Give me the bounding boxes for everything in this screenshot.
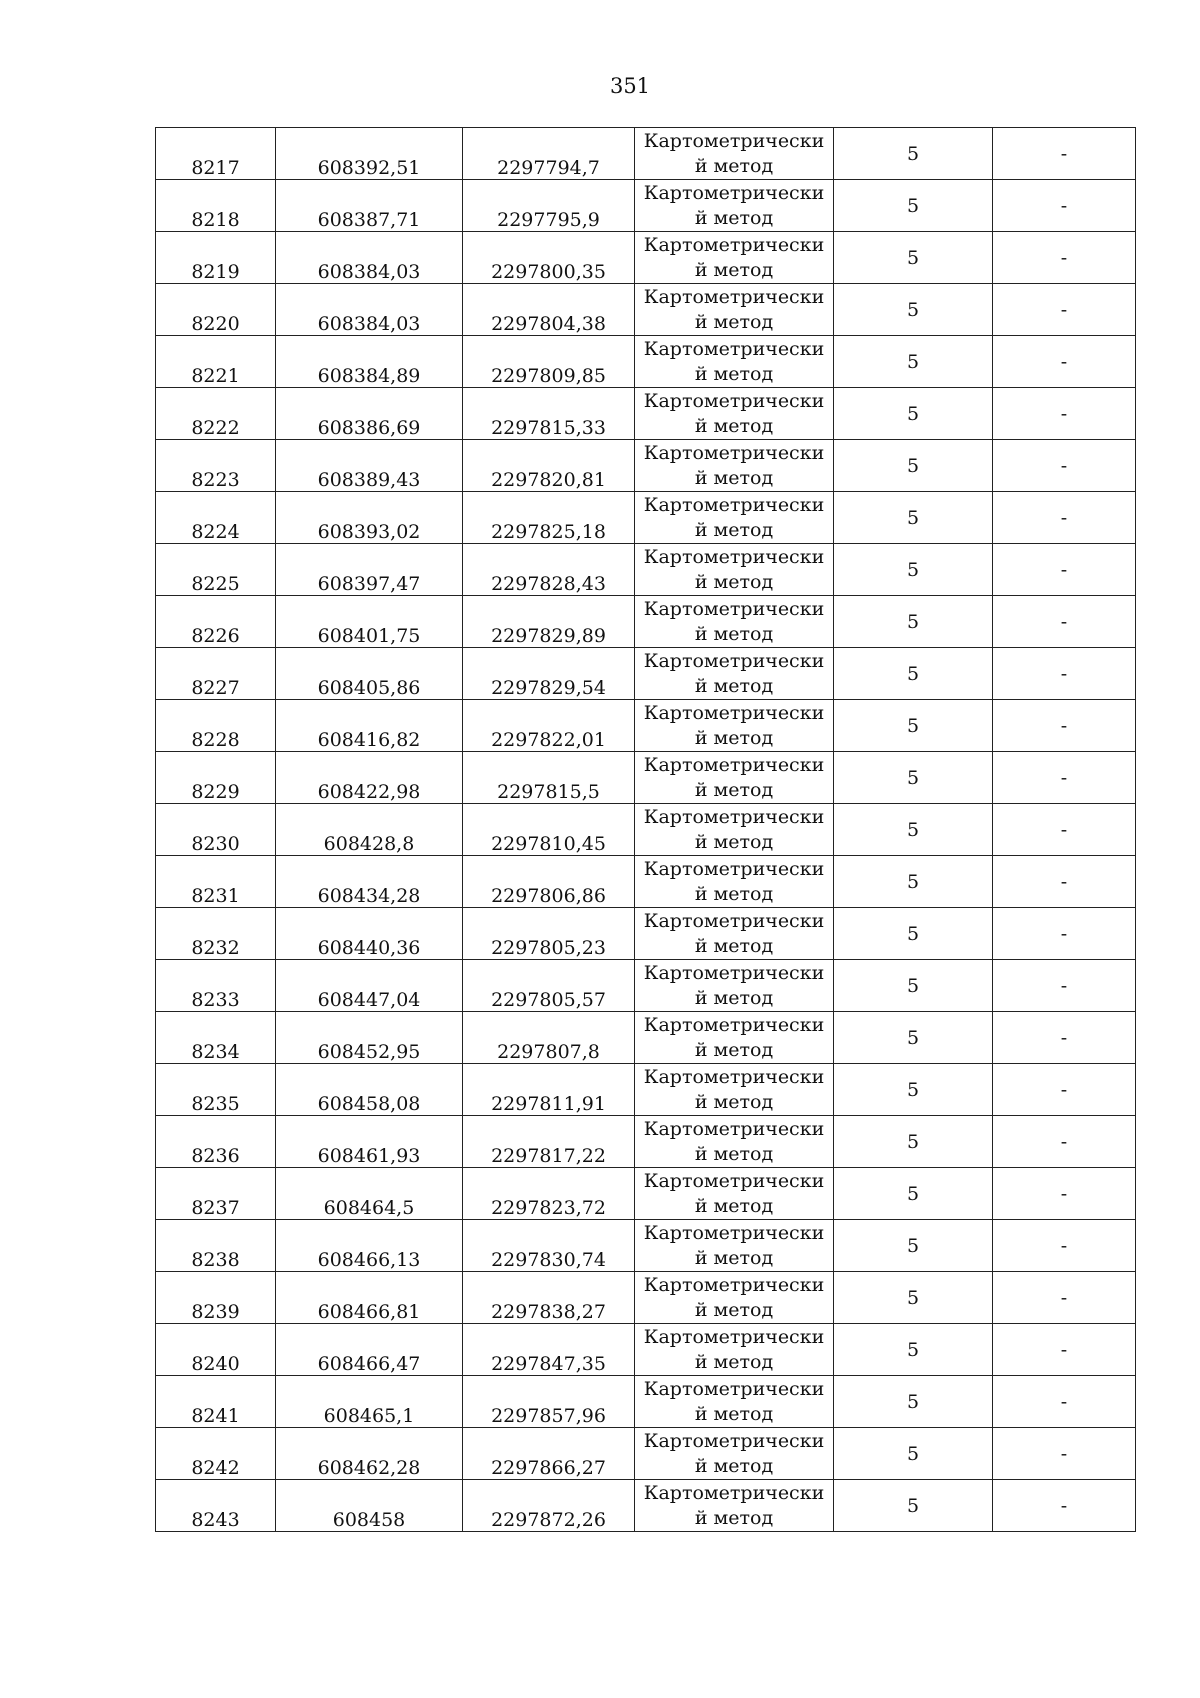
table-row	[156, 1220, 1136, 1272]
point-number-cell: 8229	[156, 752, 276, 804]
x-coordinate-cell: 608401,75	[276, 596, 463, 648]
point-number-cell: 8225	[156, 544, 276, 596]
accuracy-cell: 5	[834, 388, 993, 440]
point-number-cell: 8228	[156, 700, 276, 752]
accuracy-cell: 5	[834, 180, 993, 232]
description-cell: -	[993, 180, 1136, 232]
x-coordinate-cell: 608466,47	[276, 1324, 463, 1376]
x-coordinate-cell: 608384,03	[276, 284, 463, 336]
point-number-cell: 8238	[156, 1220, 276, 1272]
y-coordinate-cell: 2297817,22	[463, 1116, 635, 1168]
x-coordinate-cell: 608392,51	[276, 128, 463, 180]
x-coordinate-cell: 608386,69	[276, 388, 463, 440]
method-cell: Картометрически й метод	[635, 232, 834, 284]
x-coordinate-cell: 608466,13	[276, 1220, 463, 1272]
x-coordinate-cell: 608447,04	[276, 960, 463, 1012]
table-row	[156, 232, 1136, 284]
description-cell: -	[993, 1168, 1136, 1220]
accuracy-cell: 5	[834, 804, 993, 856]
x-coordinate-cell: 608384,03	[276, 232, 463, 284]
y-coordinate-cell: 2297794,7	[463, 128, 635, 180]
description-cell: -	[993, 1428, 1136, 1480]
y-coordinate-cell: 2297795,9	[463, 180, 635, 232]
point-number-cell: 8220	[156, 284, 276, 336]
method-cell: Картометрически й метод	[635, 752, 834, 804]
point-number-cell: 8227	[156, 648, 276, 700]
table-row	[156, 388, 1136, 440]
table-row	[156, 128, 1136, 180]
y-coordinate-cell: 2297847,35	[463, 1324, 635, 1376]
y-coordinate-cell: 2297810,45	[463, 804, 635, 856]
description-cell: -	[993, 1324, 1136, 1376]
table-row	[156, 960, 1136, 1012]
point-number-cell: 8226	[156, 596, 276, 648]
x-coordinate-cell: 608393,02	[276, 492, 463, 544]
table-row	[156, 1428, 1136, 1480]
table-row	[156, 1272, 1136, 1324]
description-cell: -	[993, 440, 1136, 492]
accuracy-cell: 5	[834, 232, 993, 284]
table-row	[156, 1012, 1136, 1064]
x-coordinate-cell: 608462,28	[276, 1428, 463, 1480]
y-coordinate-cell: 2297809,85	[463, 336, 635, 388]
x-coordinate-cell: 608428,8	[276, 804, 463, 856]
y-coordinate-cell: 2297825,18	[463, 492, 635, 544]
table-row	[156, 648, 1136, 700]
table-row	[156, 336, 1136, 388]
y-coordinate-cell: 2297872,26	[463, 1480, 635, 1532]
description-cell: -	[993, 1272, 1136, 1324]
method-cell: Картометрически й метод	[635, 1168, 834, 1220]
x-coordinate-cell: 608389,43	[276, 440, 463, 492]
method-cell: Картометрически й метод	[635, 960, 834, 1012]
description-cell: -	[993, 544, 1136, 596]
point-number-cell: 8235	[156, 1064, 276, 1116]
point-number-cell: 8239	[156, 1272, 276, 1324]
method-cell: Картометрически й метод	[635, 336, 834, 388]
description-cell: -	[993, 908, 1136, 960]
accuracy-cell: 5	[834, 1168, 993, 1220]
method-cell: Картометрически й метод	[635, 700, 834, 752]
x-coordinate-cell: 608387,71	[276, 180, 463, 232]
method-cell: Картометрически й метод	[635, 1480, 834, 1532]
table-row	[156, 1324, 1136, 1376]
description-cell: -	[993, 700, 1136, 752]
point-number-cell: 8232	[156, 908, 276, 960]
method-cell: Картометрически й метод	[635, 1012, 834, 1064]
accuracy-cell: 5	[834, 1324, 993, 1376]
description-cell: -	[993, 336, 1136, 388]
method-cell: Картометрически й метод	[635, 804, 834, 856]
method-cell: Картометрически й метод	[635, 128, 834, 180]
accuracy-cell: 5	[834, 908, 993, 960]
description-cell: -	[993, 128, 1136, 180]
accuracy-cell: 5	[834, 648, 993, 700]
x-coordinate-cell: 608466,81	[276, 1272, 463, 1324]
point-number-cell: 8224	[156, 492, 276, 544]
method-cell: Картометрически й метод	[635, 1116, 834, 1168]
point-number-cell: 8243	[156, 1480, 276, 1532]
accuracy-cell: 5	[834, 1012, 993, 1064]
y-coordinate-cell: 2297838,27	[463, 1272, 635, 1324]
page-number: 351	[609, 74, 651, 98]
description-cell: -	[993, 856, 1136, 908]
table-row	[156, 908, 1136, 960]
point-number-cell: 8236	[156, 1116, 276, 1168]
description-cell: -	[993, 1376, 1136, 1428]
description-cell: -	[993, 1116, 1136, 1168]
accuracy-cell: 5	[834, 544, 993, 596]
method-cell: Картометрически й метод	[635, 648, 834, 700]
description-cell: -	[993, 492, 1136, 544]
table-row	[156, 856, 1136, 908]
method-cell: Картометрически й метод	[635, 1428, 834, 1480]
table-row	[156, 440, 1136, 492]
point-number-cell: 8230	[156, 804, 276, 856]
table-row	[156, 544, 1136, 596]
point-number-cell: 8221	[156, 336, 276, 388]
point-number-cell: 8234	[156, 1012, 276, 1064]
method-cell: Картометрически й метод	[635, 440, 834, 492]
accuracy-cell: 5	[834, 1064, 993, 1116]
point-number-cell: 8241	[156, 1376, 276, 1428]
y-coordinate-cell: 2297830,74	[463, 1220, 635, 1272]
y-coordinate-cell: 2297805,57	[463, 960, 635, 1012]
accuracy-cell: 5	[834, 752, 993, 804]
point-number-cell: 8219	[156, 232, 276, 284]
description-cell: -	[993, 1480, 1136, 1532]
description-cell: -	[993, 1012, 1136, 1064]
accuracy-cell: 5	[834, 1116, 993, 1168]
point-number-cell: 8242	[156, 1428, 276, 1480]
accuracy-cell: 5	[834, 440, 993, 492]
method-cell: Картометрически й метод	[635, 908, 834, 960]
y-coordinate-cell: 2297806,86	[463, 856, 635, 908]
x-coordinate-cell: 608397,47	[276, 544, 463, 596]
y-coordinate-cell: 2297805,23	[463, 908, 635, 960]
description-cell: -	[993, 232, 1136, 284]
description-cell: -	[993, 1220, 1136, 1272]
description-cell: -	[993, 960, 1136, 1012]
accuracy-cell: 5	[834, 1480, 993, 1532]
x-coordinate-cell: 608440,36	[276, 908, 463, 960]
x-coordinate-cell: 608458,08	[276, 1064, 463, 1116]
table-row	[156, 1480, 1136, 1532]
table-body	[156, 128, 1136, 1532]
table-row	[156, 804, 1136, 856]
x-coordinate-cell: 608458	[276, 1480, 463, 1532]
y-coordinate-cell: 2297828,43	[463, 544, 635, 596]
description-cell: -	[993, 596, 1136, 648]
y-coordinate-cell: 2297815,33	[463, 388, 635, 440]
y-coordinate-cell: 2297815,5	[463, 752, 635, 804]
y-coordinate-cell: 2297857,96	[463, 1376, 635, 1428]
description-cell: -	[993, 648, 1136, 700]
method-cell: Картометрически й метод	[635, 388, 834, 440]
table-row	[156, 1064, 1136, 1116]
table-row	[156, 1376, 1136, 1428]
table-row	[156, 596, 1136, 648]
table-row	[156, 700, 1136, 752]
method-cell: Картометрически й метод	[635, 492, 834, 544]
point-number-cell: 8223	[156, 440, 276, 492]
y-coordinate-cell: 2297800,35	[463, 232, 635, 284]
accuracy-cell: 5	[834, 960, 993, 1012]
accuracy-cell: 5	[834, 1272, 993, 1324]
coordinates-table	[155, 127, 1136, 1532]
accuracy-cell: 5	[834, 1220, 993, 1272]
method-cell: Картометрически й метод	[635, 544, 834, 596]
point-number-cell: 8237	[156, 1168, 276, 1220]
accuracy-cell: 5	[834, 596, 993, 648]
accuracy-cell: 5	[834, 700, 993, 752]
y-coordinate-cell: 2297820,81	[463, 440, 635, 492]
method-cell: Картометрически й метод	[635, 1324, 834, 1376]
point-number-cell: 8233	[156, 960, 276, 1012]
accuracy-cell: 5	[834, 1376, 993, 1428]
point-number-cell: 8222	[156, 388, 276, 440]
x-coordinate-cell: 608452,95	[276, 1012, 463, 1064]
description-cell: -	[993, 752, 1136, 804]
method-cell: Картометрически й метод	[635, 1064, 834, 1116]
description-cell: -	[993, 388, 1136, 440]
x-coordinate-cell: 608405,86	[276, 648, 463, 700]
table-row	[156, 492, 1136, 544]
description-cell: -	[993, 1064, 1136, 1116]
y-coordinate-cell: 2297804,38	[463, 284, 635, 336]
table-row	[156, 284, 1136, 336]
method-cell: Картометрически й метод	[635, 596, 834, 648]
x-coordinate-cell: 608416,82	[276, 700, 463, 752]
method-cell: Картометрически й метод	[635, 1220, 834, 1272]
x-coordinate-cell: 608422,98	[276, 752, 463, 804]
x-coordinate-cell: 608465,1	[276, 1376, 463, 1428]
point-number-cell: 8231	[156, 856, 276, 908]
y-coordinate-cell: 2297811,91	[463, 1064, 635, 1116]
y-coordinate-cell: 2297822,01	[463, 700, 635, 752]
table-row	[156, 1116, 1136, 1168]
method-cell: Картометрически й метод	[635, 1272, 834, 1324]
accuracy-cell: 5	[834, 128, 993, 180]
table-row	[156, 1168, 1136, 1220]
x-coordinate-cell: 608384,89	[276, 336, 463, 388]
method-cell: Картометрически й метод	[635, 180, 834, 232]
table-row	[156, 752, 1136, 804]
y-coordinate-cell: 2297829,89	[463, 596, 635, 648]
y-coordinate-cell: 2297829,54	[463, 648, 635, 700]
description-cell: -	[993, 804, 1136, 856]
y-coordinate-cell: 2297807,8	[463, 1012, 635, 1064]
point-number-cell: 8217	[156, 128, 276, 180]
accuracy-cell: 5	[834, 336, 993, 388]
x-coordinate-cell: 608461,93	[276, 1116, 463, 1168]
table-row	[156, 180, 1136, 232]
y-coordinate-cell: 2297823,72	[463, 1168, 635, 1220]
point-number-cell: 8218	[156, 180, 276, 232]
method-cell: Картометрически й метод	[635, 1376, 834, 1428]
accuracy-cell: 5	[834, 492, 993, 544]
method-cell: Картометрически й метод	[635, 284, 834, 336]
accuracy-cell: 5	[834, 1428, 993, 1480]
point-number-cell: 8240	[156, 1324, 276, 1376]
accuracy-cell: 5	[834, 284, 993, 336]
method-cell: Картометрически й метод	[635, 856, 834, 908]
accuracy-cell: 5	[834, 856, 993, 908]
description-cell: -	[993, 284, 1136, 336]
x-coordinate-cell: 608464,5	[276, 1168, 463, 1220]
y-coordinate-cell: 2297866,27	[463, 1428, 635, 1480]
x-coordinate-cell: 608434,28	[276, 856, 463, 908]
